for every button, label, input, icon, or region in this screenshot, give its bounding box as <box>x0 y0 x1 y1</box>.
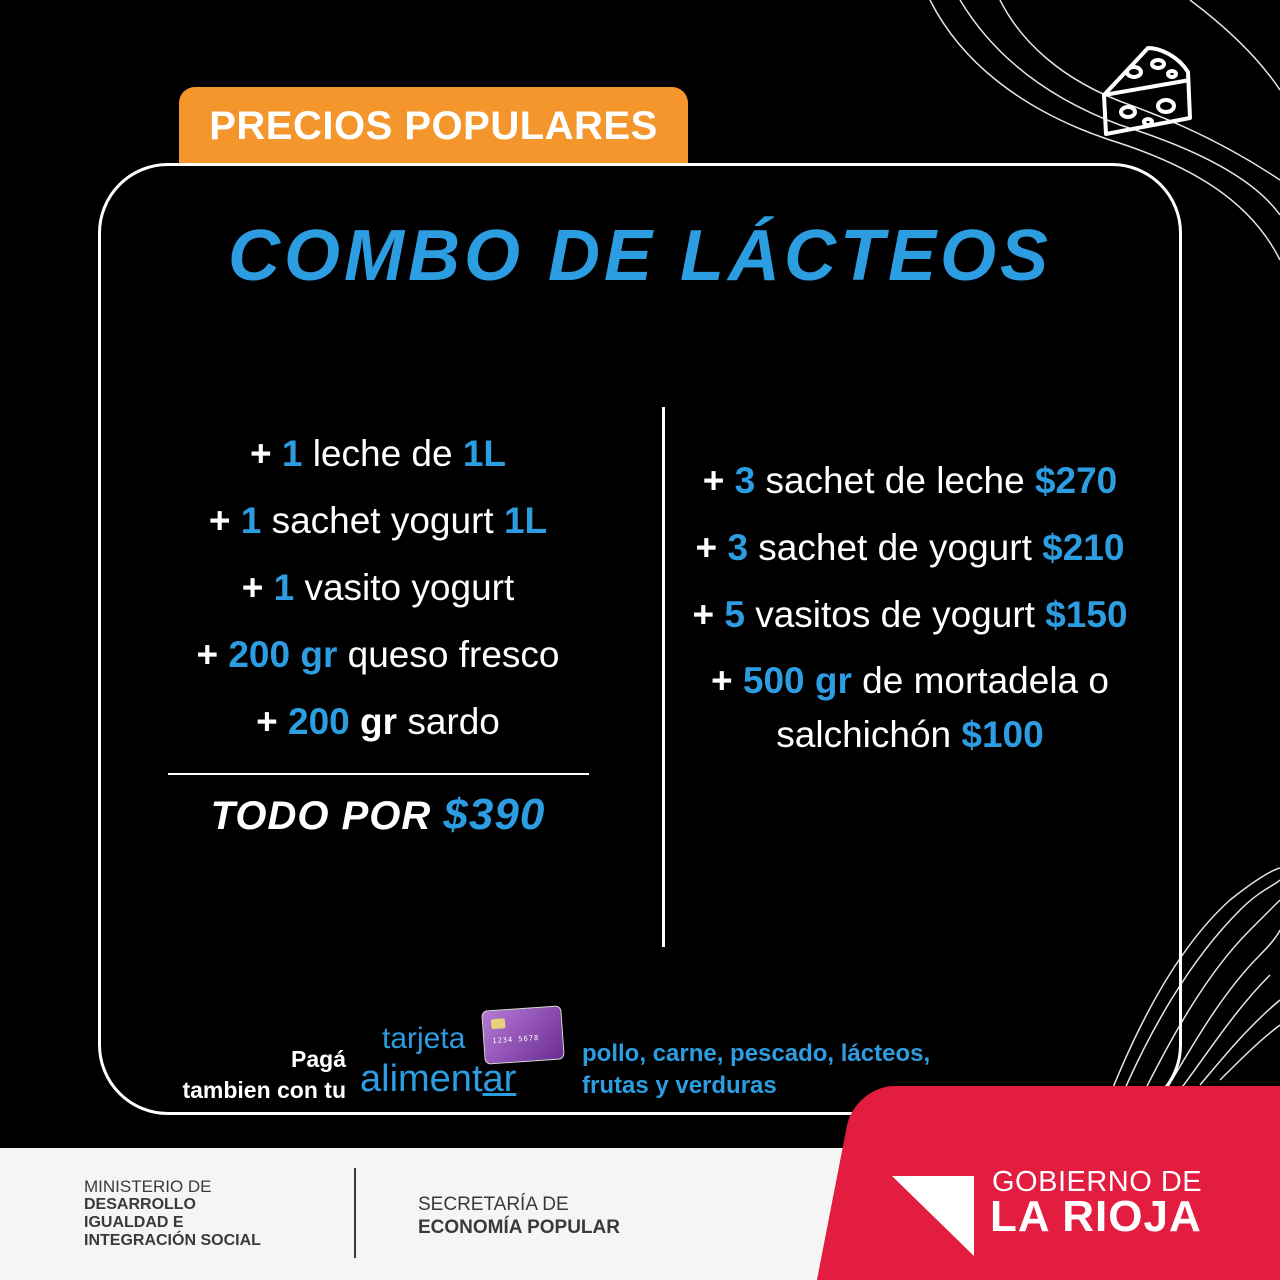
divider-vertical <box>662 407 665 947</box>
list-item: + 500 gr de mortadela o salchichón $100 <box>710 660 1109 755</box>
precios-populares-tab <box>179 87 688 165</box>
combo-total <box>168 790 588 840</box>
cheese-icon <box>1098 40 1198 140</box>
list-item: + 3 sachet de leche $270 <box>702 460 1118 501</box>
alimentar-logo-text: alimentar <box>360 1058 517 1100</box>
la-rioja-label: LA RIOJA <box>990 1192 1202 1241</box>
list-item: + 3 sachet de yogurt $210 <box>695 527 1125 568</box>
card-chip <box>491 1018 506 1029</box>
ministry-logo-text: MINISTERIO DE DESARROLLO IGUALDAD E INTEGRACIÓN SOCIAL <box>84 1177 261 1249</box>
extra-items-list <box>670 447 1150 762</box>
card-number: 1234 5678 <box>492 1033 540 1046</box>
list-item: + 1 leche de 1L <box>249 433 507 474</box>
list-item: + 200 gr sardo <box>256 701 500 742</box>
secretaria-logo-text: SECRETARÍA DE ECONOMÍA POPULAR <box>418 1194 620 1238</box>
gobierno-label: GOBIERNO DE <box>992 1166 1203 1198</box>
list-item: + 5 vasitos de yogurt $150 <box>692 594 1128 635</box>
combo-title: COMBO DE LÁCTEOS <box>227 216 1052 296</box>
total-label: TODO POR <box>210 794 432 838</box>
footer-divider <box>354 1168 356 1258</box>
list-item: + 1 vasito yogurt <box>241 567 515 608</box>
payment-text: Pagá tambien con tu <box>182 1046 346 1103</box>
tarjeta-label: tarjeta <box>382 1022 466 1055</box>
list-item: + 200 gr queso fresco <box>196 634 560 675</box>
tarjeta-alimentar-card-image <box>481 1005 565 1064</box>
divider-horizontal <box>168 773 589 775</box>
list-item: + 1 sachet yogurt 1L <box>208 500 548 541</box>
tab-label: PRECIOS POPULARES <box>209 103 658 148</box>
combo-items-list <box>168 420 588 755</box>
payment-categories: pollo, carne, pescado, lácteos, frutas y verduras <box>582 1040 931 1099</box>
total-price: $390 <box>443 790 546 839</box>
la-rioja-logo-mark-icon <box>890 1170 980 1260</box>
